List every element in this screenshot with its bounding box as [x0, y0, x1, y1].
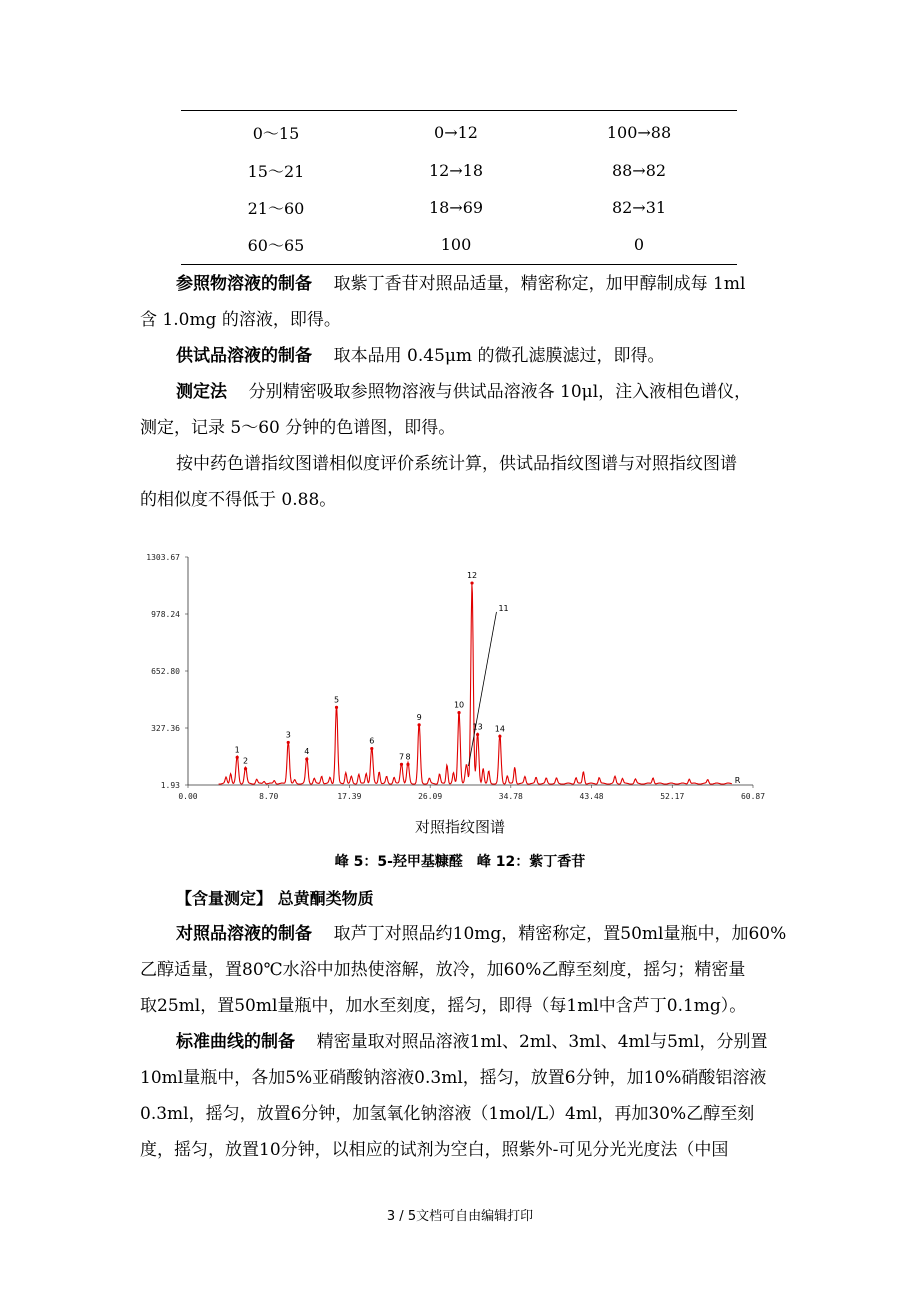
- x-tick-label: 17.39: [337, 792, 362, 801]
- peak-marker: [400, 763, 403, 766]
- paragraph-text: 的相似度不得低于 0.88。: [140, 490, 337, 510]
- peak-marker: [498, 735, 501, 738]
- table-cell: 18→69: [428, 197, 484, 217]
- reference-solution-paragraph: [140, 266, 790, 338]
- similarity-paragraph: [140, 446, 790, 518]
- table-cell: 100→88: [606, 122, 672, 142]
- paragraph-lead: 测定法: [176, 382, 227, 402]
- table-cell: 88→82: [611, 160, 667, 180]
- table-cell: 21～60: [247, 198, 305, 218]
- peak-label: 3: [285, 730, 291, 740]
- section-heading: 【含量测定】 总黄酮类物质: [176, 889, 374, 908]
- peak-marker: [236, 756, 239, 759]
- paragraph-text: 乙醇适量，置80℃水浴中加热使溶解，放冷，加60%乙醇至刻度，摇匀；精密量: [140, 960, 746, 980]
- chart-axes: [146, 553, 765, 801]
- table-cell: 15～21: [247, 161, 305, 181]
- x-tick-label: 0.00: [178, 792, 198, 801]
- peak-note: 峰 5：5-羟甲基糠醛 峰 12：紫丁香苷: [334, 854, 586, 870]
- table-cell: 0: [633, 234, 645, 254]
- page-footer: 3 / 5文档可自由编辑打印: [386, 1209, 534, 1224]
- x-tick-label: 26.09: [418, 792, 443, 801]
- peak-marker: [406, 763, 409, 766]
- table-row: [181, 226, 737, 262]
- peak-label: 9: [416, 712, 422, 722]
- peak-label: 2: [243, 756, 249, 766]
- paragraph-text: 按中药色谱指纹图谱相似度评价系统计算，供试品指纹图谱与对照指纹图谱: [176, 454, 737, 474]
- paragraph-text: 取芦丁对照品约10mg，精密称定，置50ml量瓶中，加60%: [333, 924, 787, 944]
- paragraph-text: 度，摇匀，放置10分钟，以相应的试剂为空白，照紫外-可见分光光度法（中国: [140, 1140, 729, 1160]
- standard-solution-paragraph: [140, 916, 790, 1024]
- peak-marker: [476, 733, 479, 736]
- table-cell: 0→12: [434, 122, 478, 142]
- paragraph-text: 0.3ml，摇匀，放置6分钟，加氢氧化钠溶液（1mol/L）4ml，再加30%乙醇至刻: [140, 1104, 755, 1124]
- peak-marker: [418, 723, 421, 726]
- chart-peaks: [235, 571, 741, 785]
- table-cell: 12→18: [428, 160, 484, 180]
- paragraph-text: 取本品用 0.45μm 的微孔滤膜滤过，即得。: [333, 346, 665, 366]
- y-tick-label: 978.24: [151, 609, 180, 619]
- y-tick-label: 652.80: [151, 667, 180, 676]
- paragraph-text: 测定，记录 5～60 分钟的色谱图，即得。: [140, 418, 456, 438]
- method-paragraph: [140, 374, 790, 446]
- table-row: [181, 189, 737, 225]
- paragraph-text: 10ml量瓶中，各加5%亚硝酸钠溶液0.3ml，摇匀，放置6分钟，加10%硝酸铝溶液: [140, 1068, 767, 1088]
- peak-marker: [305, 757, 308, 760]
- table-cell: 100: [440, 234, 472, 254]
- table-row: [181, 152, 737, 188]
- table-cell: 82→31: [611, 197, 667, 217]
- peak-label: 13: [472, 722, 483, 732]
- x-tick-label: 60.87: [740, 792, 766, 801]
- trace-end-label: R: [734, 776, 741, 786]
- table-top-rule: [181, 110, 737, 111]
- y-tick-label: 1303.67: [146, 553, 180, 562]
- peak-label: 4: [304, 747, 310, 757]
- paragraph-text: 精密量取对照品溶液1ml、2ml、3ml、4ml与5ml，分别置: [316, 1032, 768, 1052]
- x-tick-label: 34.78: [498, 792, 523, 801]
- paragraph-text: 含 1.0mg 的溶液，即得。: [140, 310, 341, 330]
- peak-label: 11: [498, 604, 509, 614]
- peak-marker: [287, 741, 290, 744]
- chromatogram-line: [219, 584, 732, 784]
- x-tick-label: 52.17: [660, 792, 685, 801]
- y-tick-label: 327.36: [151, 724, 180, 734]
- peak-label: 10: [453, 700, 465, 710]
- paragraph-lead: 供试品溶液的制备: [176, 346, 312, 366]
- peak-marker: [335, 706, 338, 709]
- fingerprint-chromatogram: [140, 545, 790, 810]
- x-tick-label: 8.70: [259, 792, 279, 801]
- peak-label: 1: [234, 745, 240, 755]
- peak-label: 6: [369, 736, 375, 746]
- paragraph-text: 取25ml，置50ml量瓶中，加水至刻度，摇匀，即得（每1ml中含芦丁0.1mg）。: [140, 996, 747, 1016]
- paragraph-lead: 参照物溶液的制备: [176, 274, 312, 294]
- table-cell: 60～65: [247, 235, 305, 255]
- peak-marker: [244, 767, 247, 770]
- paragraph-lead: 标准曲线的制备: [176, 1032, 295, 1052]
- peak-label: 5: [333, 695, 340, 705]
- peak-label: 14: [494, 724, 505, 734]
- peak-marker: [457, 711, 460, 714]
- peak-marker: [470, 581, 473, 584]
- table-bottom-rule: [181, 264, 737, 265]
- peak-label: 8: [405, 752, 411, 762]
- sample-solution-paragraph: [140, 338, 790, 374]
- paragraph-text: 取紫丁香苷对照品适量，精密称定，加甲醇制成每 1ml: [333, 274, 746, 294]
- peak-label: 7: [398, 752, 405, 762]
- peak-label: 12: [466, 571, 478, 581]
- chart-trace: [219, 584, 732, 784]
- y-tick-label: 1.93: [160, 781, 180, 790]
- paragraph-lead: 对照品溶液的制备: [176, 924, 312, 944]
- table-row: [181, 114, 737, 150]
- table-cell: 0～15: [252, 123, 300, 143]
- chart-title: 对照指纹图谱: [414, 818, 505, 836]
- peak-marker: [370, 747, 373, 750]
- x-tick-label: 43.48: [579, 792, 604, 801]
- calibration-curve-paragraph: [140, 1024, 790, 1168]
- paragraph-text: 分别精密吸取参照物溶液与供试品溶液各 10μl，注入液相色谱仪，: [248, 382, 752, 402]
